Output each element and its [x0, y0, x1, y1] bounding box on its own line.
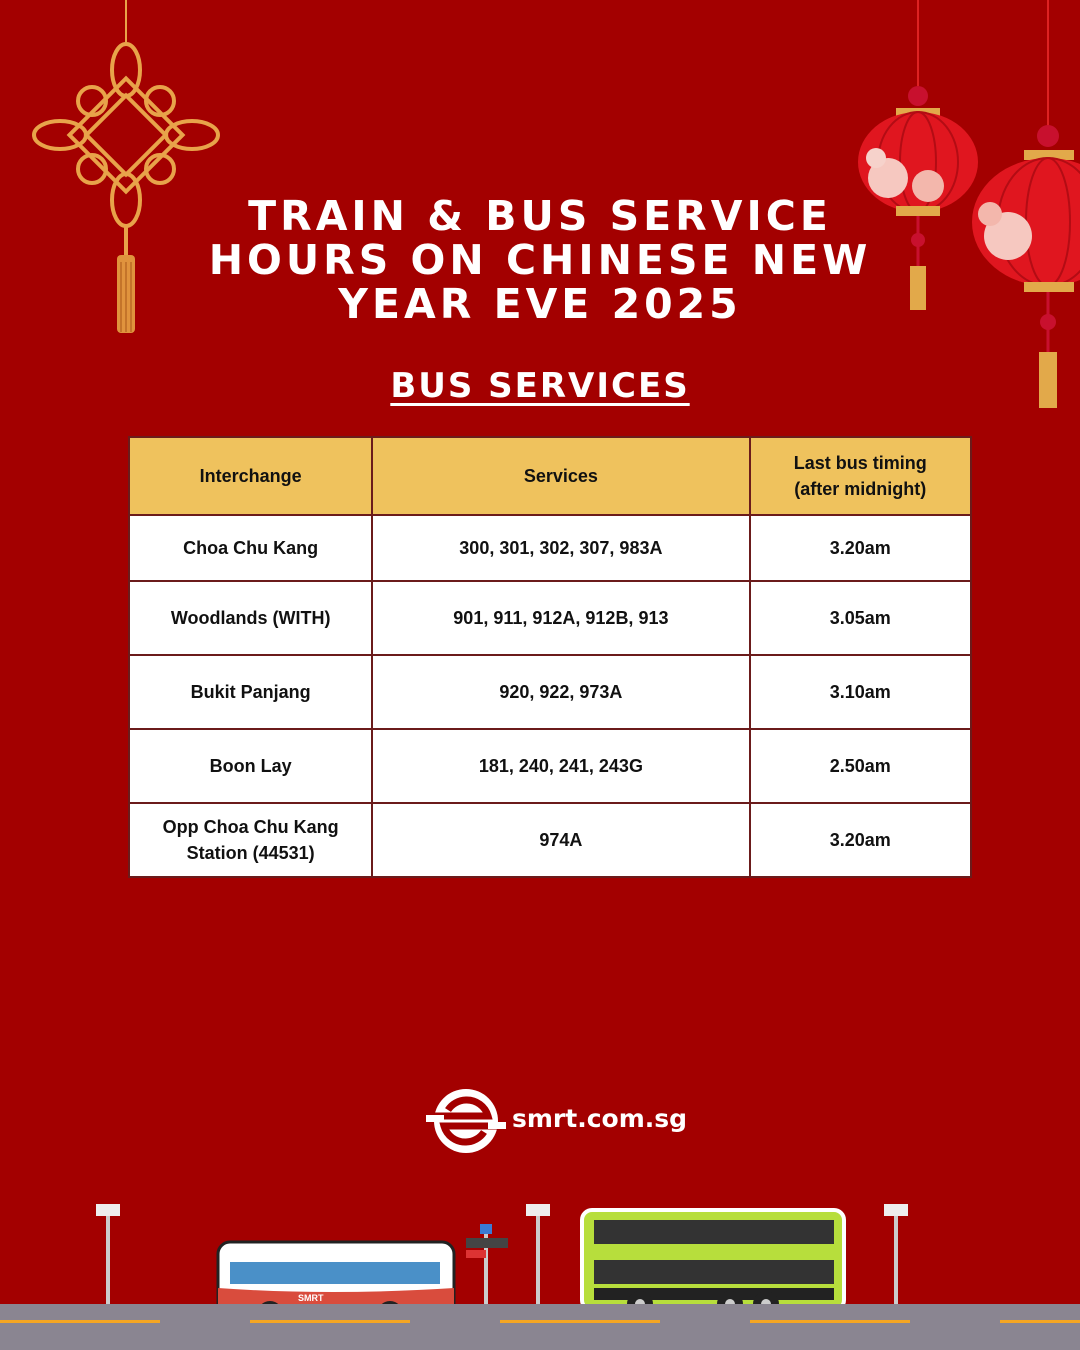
table-row: [129, 515, 971, 581]
bus-services-table: [128, 436, 972, 878]
road: [0, 1304, 1080, 1350]
title-line: TRAIN & BUS SERVICE: [248, 192, 832, 240]
services-cell: 920, 922, 973A: [372, 655, 749, 729]
title-line: YEAR EVE 2025: [338, 280, 742, 328]
section-heading: [0, 366, 1080, 406]
street-lamp-icon: [884, 1204, 908, 1306]
table-header-row: [129, 437, 971, 515]
services-cell: 901, 911, 912A, 912B, 913: [372, 581, 749, 655]
column-header: Interchange: [129, 437, 372, 515]
table-row: [129, 803, 971, 877]
table-row: [129, 581, 971, 655]
table-row: [129, 729, 971, 803]
street-lamp-icon: [526, 1204, 550, 1306]
last-bus-cell: 2.50am: [750, 729, 971, 803]
double-deck-bus-icon: [582, 1210, 844, 1317]
interchange-cell: Opp Choa Chu Kang Station (44531): [129, 803, 372, 877]
column-header: Services: [372, 437, 749, 515]
website-link[interactable]: smrt.com.sg: [512, 1104, 688, 1133]
last-bus-cell: 3.05am: [750, 581, 971, 655]
bus-livery-text: SMRT: [298, 1293, 324, 1303]
column-header: Last bus timing (after midnight): [750, 437, 971, 515]
last-bus-cell: 3.10am: [750, 655, 971, 729]
interchange-cell: Boon Lay: [129, 729, 372, 803]
services-cell: 181, 240, 241, 243G: [372, 729, 749, 803]
section-heading-text: BUS SERVICES: [390, 366, 690, 406]
bus-stop-sign-icon: [466, 1224, 508, 1306]
page-title: [0, 194, 1080, 326]
last-bus-cell: 3.20am: [750, 803, 971, 877]
services-cell: 974A: [372, 803, 749, 877]
title-line: HOURS ON CHINESE NEW: [208, 236, 872, 284]
interchange-cell: Bukit Panjang: [129, 655, 372, 729]
smrt-logo-icon: [426, 1086, 506, 1156]
interchange-cell: Choa Chu Kang: [129, 515, 372, 581]
table-row: [129, 655, 971, 729]
last-bus-cell: 3.20am: [750, 515, 971, 581]
interchange-cell: Woodlands (WITH): [129, 581, 372, 655]
street-lamp-icon: [96, 1204, 120, 1306]
services-cell: 300, 301, 302, 307, 983A: [372, 515, 749, 581]
